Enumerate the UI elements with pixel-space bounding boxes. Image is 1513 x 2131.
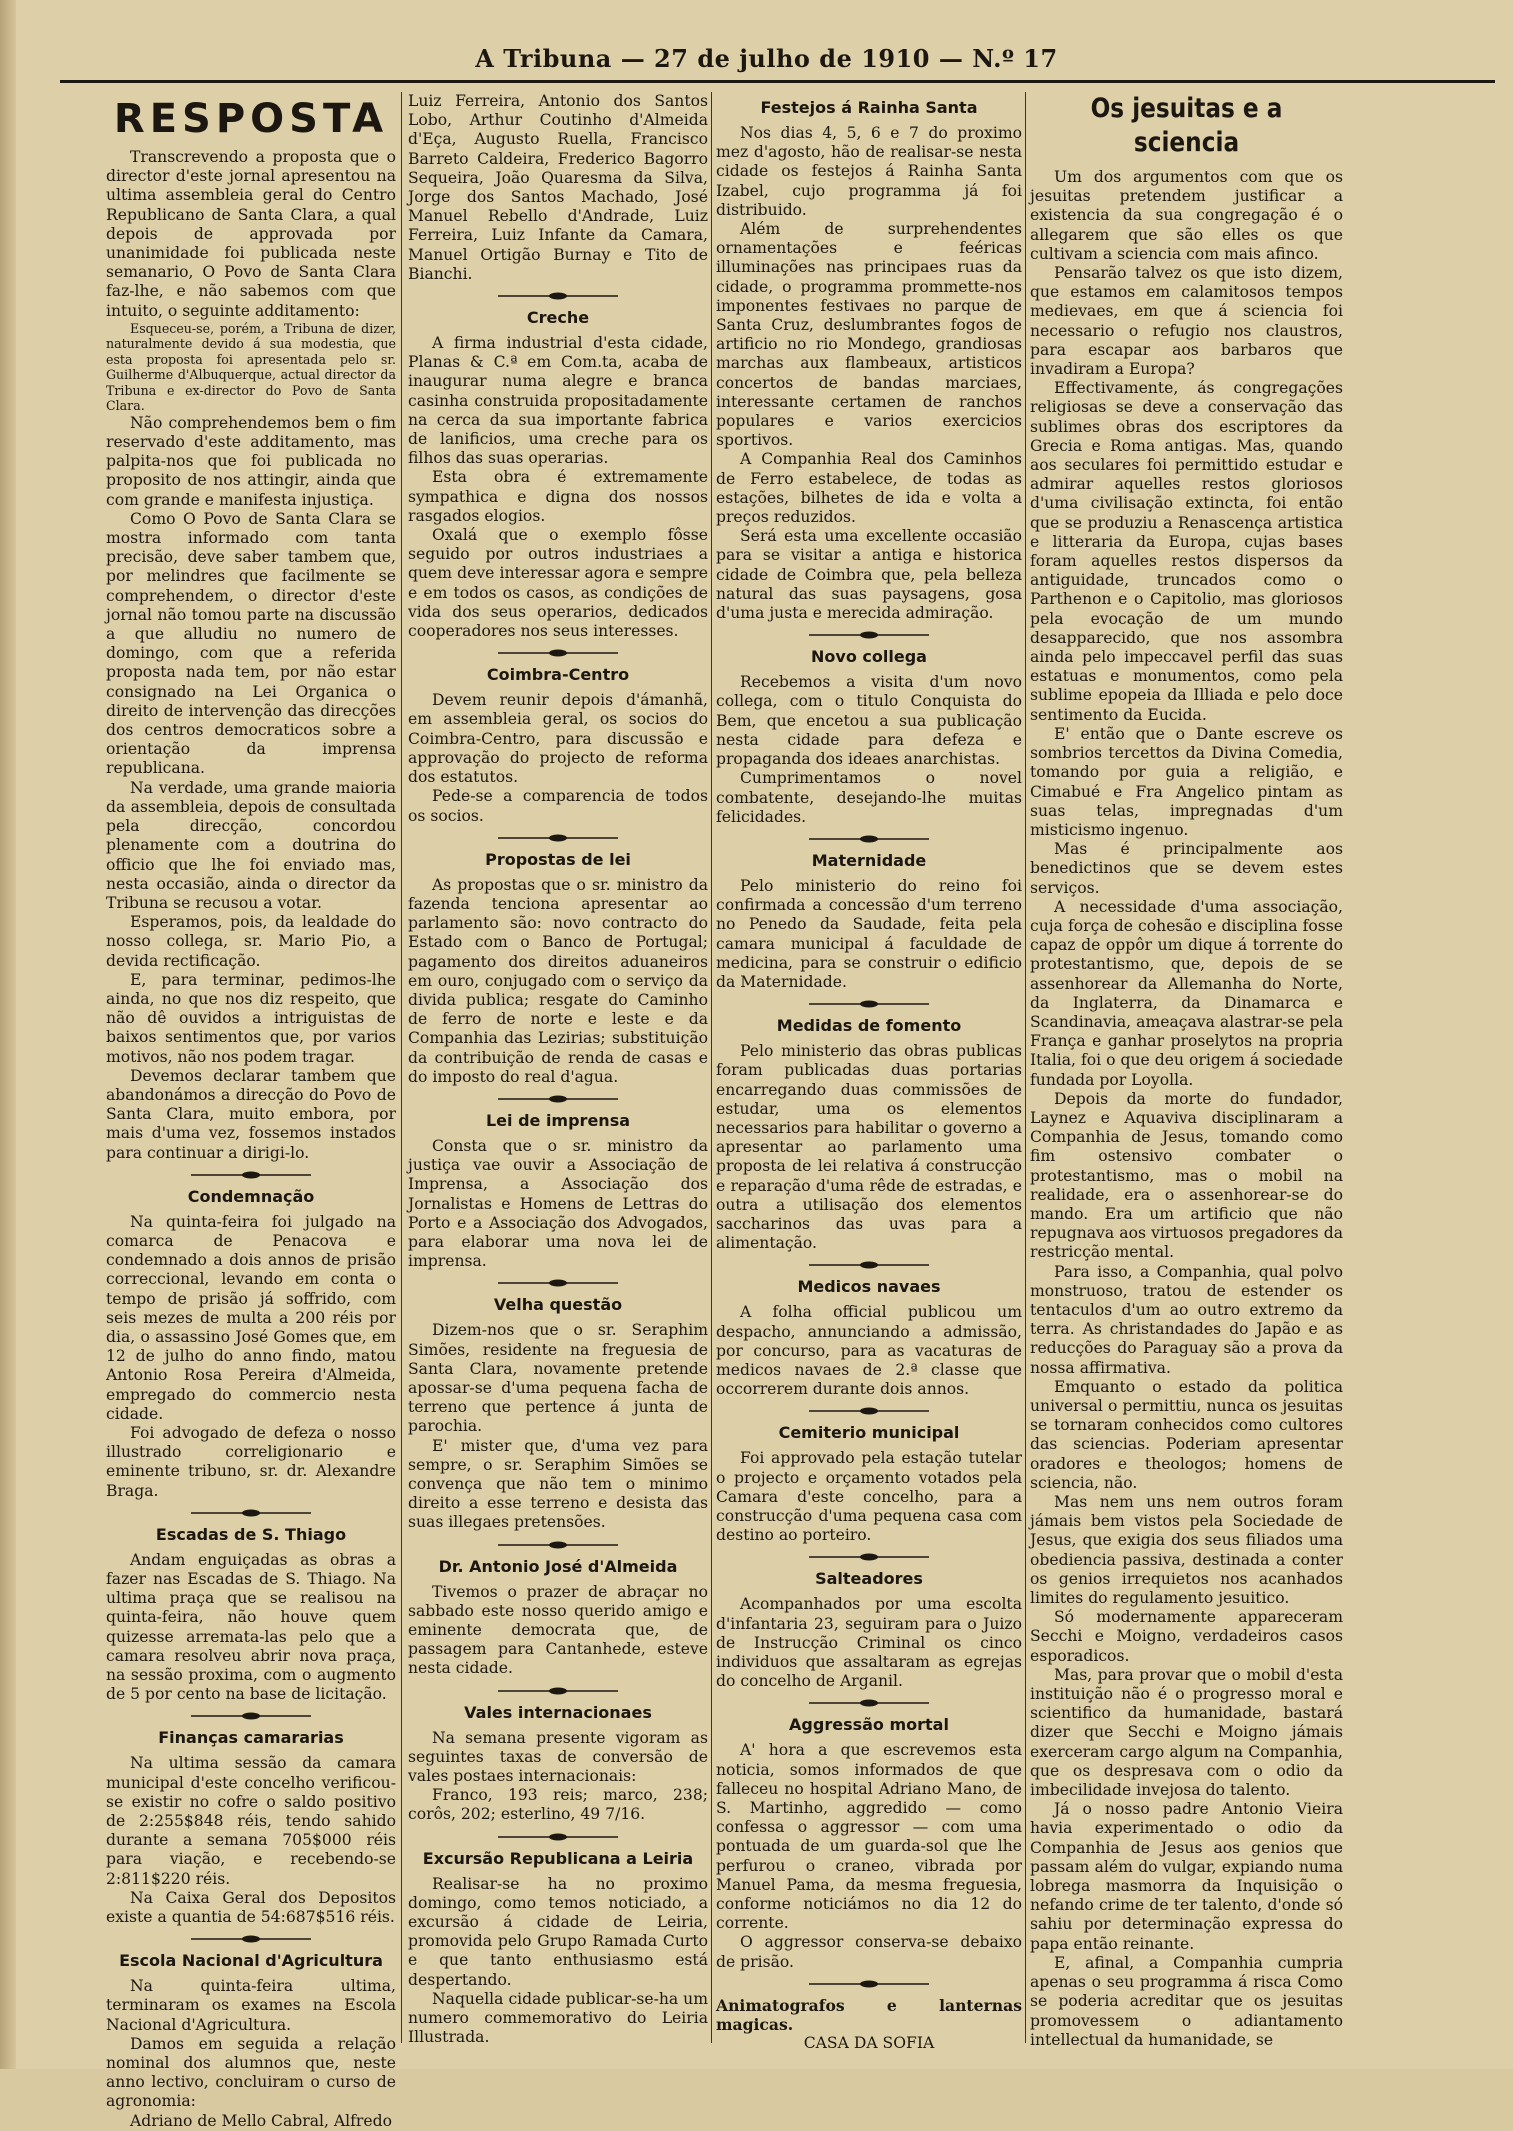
- section-ornament: [716, 999, 1022, 1009]
- section-ornament: [408, 291, 708, 301]
- article-paragraph: Pelo ministerio do reino foi confirmada a concessão d'um terreno no Penedo da Saudade, feita pela camara municipal á faculdade de medicina, para se construir o edificio da Maternidade.: [716, 876, 1022, 991]
- article-paragraph: Para isso, a Companhia, qual polvo monstruoso, tratou de estender os tentaculos d'um ao outro extremo da terra. As christandades do Japão e as reducções do Paraguay são a prova da nossa affirmativa.: [1030, 1262, 1343, 1377]
- article-paragraph: Realisar-se ha no proximo domingo, como temos noticiado, a excursão á cidade de Leiria, promovida pelo Grupo Ramada Curto e que tanto enthusiasmo está despertando.: [408, 1874, 708, 1989]
- advert-line: Animatografos e lanternas magicas.: [716, 1995, 1022, 2035]
- article-paragraph: Naquella cidade publicar-se-ha um numero commemorativo do Leiria Illustrada.: [408, 1989, 708, 2047]
- section-ornament: [106, 1170, 396, 1180]
- excursao-title: Excursão Republicana a Leiria: [422, 1848, 694, 1868]
- section-ornament: [716, 1406, 1022, 1416]
- article-paragraph: Pede-se a comparencia de todos os socios.: [408, 787, 708, 825]
- section-ornament: [716, 1979, 1022, 1989]
- velha-questao-title: Velha questão: [493, 1295, 623, 1315]
- article-paragraph: Mas é principalmente aos benedictinos que se devem estes serviços.: [1030, 840, 1343, 897]
- escadas-title: Escadas de S. Thiago: [155, 1524, 347, 1544]
- aggressao-title: Aggressão mortal: [789, 1715, 949, 1735]
- article-paragraph: As propostas que o sr. ministro da fazenda tenciona apresentar ao parlamento são: novo contracto do Estado com o Banco de Portugal; pagamento dos direitos aduaneiros em ouro, conjugado com o serviço da divida publica; resgate do Caminho de ferro de norte e leste e da Companhia das Lezirias; substituição da contribuição de renda de casas e do imposto do real d'agua.: [408, 875, 708, 1086]
- column-rule: [711, 92, 712, 2043]
- article-paragraph: Foi advogado de defeza o nosso illustrado correligionario e eminente tribuno, sr. dr. Alexandre Braga.: [106, 1423, 396, 1500]
- article-paragraph: Na verdade, uma grande maioria da assembleia, depois de consultada pela direcção, concordou plenamente com a doutrina do officio que lhe foi enviado mas, nesta occasião, ainda o director da Tribuna se recusou a votar.: [106, 778, 396, 912]
- article-paragraph: Dizem-nos que o sr. Seraphim Simões, residente na freguesia de Santa Clara, novamente pretende apossar-se d'uma pequena facha de terreno que pertence á junta de parochia.: [408, 1321, 708, 1436]
- festejos-title: Festejos á Rainha Santa: [760, 98, 978, 117]
- article-paragraph: Não comprehendemos bem o fim reservado d'este additamento, mas palpita-nos que foi publicada no proposito de nos attingir, ainda que com grande e manifesta injustiça.: [106, 413, 396, 509]
- almeida-title: Dr. Antonio José d'Almeida: [438, 1556, 678, 1576]
- section-ornament: [408, 833, 708, 843]
- article-paragraph: A Companhia Real dos Caminhos de Ferro estabelece, de todas as estações, bilhetes de ida e volta a preços reduzidos.: [716, 450, 1022, 527]
- fomento-title: Medidas de fomento: [776, 1016, 962, 1036]
- section-ornament: [106, 1711, 396, 1721]
- article-paragraph: E' então que o Dante escreve os sombrios tercettos da Divina Comedia, tomando por guia a religião, e Cimabué e Fra Angelico pintam as suas telas, impregnadas d'um misticismo ingenuo.: [1030, 724, 1343, 839]
- column-rule: [401, 92, 402, 2043]
- column-rule: [1025, 92, 1026, 2043]
- article-paragraph: Depois da morte do fundador, Laynez e Aquaviva disciplinaram a Companhia de Jesus, tomando como fim ostensivo combater o protestantismo, mas o mobil na realidade, era o assenhorear-se do mando. Era um artificio que não repugnava aos virtuosos pregadores da restricção mental.: [1030, 1089, 1343, 1262]
- article-paragraph: Transcrevendo a proposta que o director d'este jornal apresentou na ultima assembleia geral do Centro Republicano de Santa Clara, a qual depois de approvada por unanimidade foi publicada neste semanario, O Povo de Santa Clara faz-lhe, e não sabemos com que intuito, o seguinte additamento:: [106, 148, 396, 320]
- collega-title: Novo collega: [811, 647, 927, 667]
- article-paragraph: A folha official publicou um despacho, annunciando a admissão, por concurso, para as vacaturas de medicos navaes de 2.ª classe que occorrerem durante dois annos.: [716, 1303, 1022, 1399]
- article-paragraph: Tivemos o prazer de abraçar no sabbado este nosso querido amigo e eminente democrata que, de passagem para Cantanhede, esteve nesta cidade.: [408, 1582, 708, 1678]
- section-ornament: [408, 1278, 708, 1288]
- article-paragraph: Só modernamente appareceram Secchi e Moigno, verdadeiros casos esporadicos.: [1030, 1608, 1343, 1665]
- article-paragraph: Será esta uma excellente occasião para se visitar a antiga e historica cidade de Coimbra que, pela belleza natural das suas paysagens, gosa d'uma justa e merecida admiração.: [716, 527, 1022, 623]
- salteadores-title: Salteadores: [815, 1569, 923, 1589]
- masthead-rule: [60, 80, 1495, 83]
- article-paragraph: Recebemos a visita d'um novo collega, com o titulo Conquista do Bem, que encetou a sua publicação nesta cidade para defeza e propaganda dos ideaes anarchistas.: [716, 673, 1022, 769]
- article-paragraph: Devem reunir depois d'ámanhã, em assembleia geral, os socios do Coimbra-Centro, para discussão e approvação do projecto de reforma dos estatutos.: [408, 691, 708, 787]
- article-paragraph: A firma industrial d'esta cidade, Planas & C.ª em Com.ta, acaba de inaugurar numa alegre e branca casinha construida propositadamente na cerca da sua importante fabrica de lanificios, uma creche para os filhos das suas operarias.: [408, 334, 708, 468]
- article-paragraph: Pensarão talvez os que isto dizem, que estamos em calamitosos tempos medievaes, em que á sciencia foi necessario o refugio nos claustros, para escapar aos barbaros que invadiram a Europa?: [1030, 264, 1343, 379]
- section-ornament: [716, 1552, 1022, 1562]
- article-paragraph: Andam enguiçadas as obras a fazer nas Escadas de S. Thiago. Na ultima praça que se realisou na quinta-feira, não houve quem quizesse arremata-las pelo que a camara resolveu abrir nova praça, na sessão proxima, com o augmento de 5 por cento na base de licitação.: [106, 1550, 396, 1704]
- article-paragraph: Foi approvado pela estação tutelar o projecto e orçamento votados pela Camara d'este concelho, para a construcção d'uma pequena casa com destino ao porteiro.: [716, 1449, 1022, 1545]
- financas-title: Finanças camararias: [158, 1728, 344, 1748]
- article-paragraph: Cumprimentamos o novel combatente, desejando-lhe muitas felicidades.: [716, 769, 1022, 826]
- resposta-title: RESPOSTA: [113, 96, 389, 142]
- propostas-title: Propostas de lei: [485, 849, 631, 869]
- article-paragraph: Adriano de Mello Cabral, Alfredo: [130, 2111, 392, 2130]
- article-paragraph: Pelo ministerio das obras publicas foram publicadas duas portarias encarregando duas commissões de estudar, uma os elementos necessarios para habilitar o governo a apresentar ao parlamento uma proposta de lei relativa á construcção e reparação d'uma rêde de estradas, e outra a utilisação dos elementos saccharinos das uvas para a alimentação.: [716, 1042, 1022, 1253]
- lei-imprensa-title: Lei de imprensa: [485, 1110, 631, 1130]
- section-ornament: [408, 1540, 708, 1550]
- article-paragraph: Acompanhados por uma escolta d'infantaria 23, seguiram para o Juizo de Instrucção Criminal os cinco individuos que assaltaram as egrejas do concelho de Arganil.: [716, 1595, 1022, 1691]
- vales-title: Vales internacionaes: [464, 1702, 652, 1722]
- article-paragraph: E' mister que, d'uma vez para sempre, o sr. Seraphim Simões se convença que não tem o minimo direito a esse terreno e desista das suas illegaes pretensões.: [408, 1436, 708, 1532]
- article-quote: Esqueceu-se, porém, a Tribuna de dizer, naturalmente devido á sua modestia, que esta proposta foi apresentada pelo sr. Guilherme d'Albuquerque, actual director da Tribuna e ex-director do Povo de Santa Clara.: [106, 320, 396, 414]
- jesuitas-title: Os jesuitas e a sciencia: [1090, 93, 1283, 158]
- article-paragraph: Oxalá que o exemplo fôsse seguido por outros industriaes a quem deve interessar agora e sempre e em todos os casos, as condições de vida dos seus operarios, dedicados cooperadores nos seus interesses.: [408, 526, 708, 641]
- article-paragraph: Um dos argumentos com que os jesuitas pretendem justificar a existencia da sua congregação é o allegarem que são elles os que cultivam a sciencia com mais afinco.: [1030, 168, 1343, 263]
- section-ornament: [716, 1260, 1022, 1270]
- section-ornament: [716, 1698, 1022, 1708]
- article-paragraph: Na ultima sessão da camara municipal d'este concelho verificou-se existir no cofre o saldo positivo de 2:255$848 réis, tendo sahido durante a semana 705$000 réis para viação, e recebendo-se 2:811$220 réis.: [106, 1754, 396, 1888]
- section-ornament: [106, 1508, 396, 1518]
- coimbra-title: Coimbra-Centro: [486, 665, 630, 685]
- article-paragraph: Na Caixa Geral dos Depositos existe a quantia de 54:687$516 réis.: [106, 1888, 396, 1927]
- article-paragraph: O aggressor conserva-se debaixo de prisão.: [716, 1933, 1022, 1971]
- article-paragraph: Franco, 193 reis; marco, 238; corôs, 202; esterlino, 49 7/16.: [408, 1786, 708, 1824]
- section-ornament: [408, 648, 708, 658]
- article-paragraph: Na quinta-feira foi julgado na comarca de Penacova e condemnado a dois annos de prisão correccional, levando em conta o tempo de prisão já soffrido, com seis mezes de multa a 200 réis por dia, o assassino José Gomes que, em 12 de julho do anno findo, matou Antonio Rosa Pereira d'Almeida, empregado do commercio nesta cidade.: [106, 1212, 396, 1423]
- article-paragraph: Como O Povo de Santa Clara se mostra informado com tanta precisão, deve saber tambem que, por melindres que facilmente se comprehendem, o director d'este jornal não tomou parte na discussão a que alludiu no numero de domingo, com que a referida proposta nada tem, por não estar consignado na Lei Organica o direito de intervenção das direcções dos centros democraticos sobre a orientação da imprensa republicana.: [106, 509, 396, 778]
- section-ornament: [408, 1686, 708, 1696]
- cemiterio-title: Cemiterio municipal: [778, 1423, 960, 1443]
- article-paragraph: Emquanto o estado da politica universal o permittiu, nunca os jesuitas se tornaram conhecidos como cultores das sciencias. Poderiam apresentar oradores e theologos; homens de sciencia, não.: [1030, 1377, 1343, 1492]
- article-paragraph: E, afinal, a Companhia cumpria apenas o seu programma á risca Como se poderia acreditar que os jesuitas promovessem o adiantamento intellectual da humanidade, se: [1030, 1953, 1343, 2049]
- article-paragraph: Esperamos, pois, da lealdade do nosso collega, sr. Mario Pio, a devida rectificação.: [106, 913, 396, 970]
- article-paragraph: Na semana presente vigoram as seguintes taxas de conversão de vales postaes internacionais:: [408, 1728, 708, 1786]
- column-2: [408, 92, 708, 2047]
- article-paragraph: Effectivamente, ás congregações religiosas se deve a conservação das sublimes obras dos escriptores da Grecia e Roma antigas. Mas, quando aos seculares foi permittido estudar e admirar aquelles restos gloriosos d'uma civilisação extincta, foi então que se produziu a Renascença artistica e litteraria da Europa, cujas bases foram aquelles restos dispersos da antiguidade, truncados como o Parthenon e o Capitolio, mas gloriosos pela evocação de um mundo desapparecido, que nos assombra ainda pelo impeccavel perfil das suas estatuas e monumentos, como pela sublime epopeia da Illiada e pelo doce sentimento da Eucida.: [1030, 379, 1343, 724]
- article-paragraph: Mas, para provar que o mobil d'esta instituição não é o progresso moral e scientifico da humanidade, bastará dizer que Secchi e Moigno jámais exerceram cargo algum na Companhia, que os despresava com o odio da imbecilidade invejosa do talento.: [1030, 1665, 1343, 1800]
- article-paragraph: E, para terminar, pedimos-lhe ainda, no que nos diz respeito, que não dê ouvidos a intriguistas de baixos sentimentos que, por varios motivos, não nos podem tragar.: [106, 970, 396, 1066]
- article-paragraph: A necessidade d'uma associação, cuja força de cohesão e disciplina fosse capaz de oppôr um dique á torrente do protestantismo, que, depois de se assenhorear da Allemanha do Norte, da Inglaterra, da Dinamarca e Scandinavia, ameaçava alastrar-se pela França e ganhar proselytos na propria Italia, foi o que deu origem á sociedade fundada por Loyolla.: [1030, 897, 1343, 1089]
- article-paragraph: Damos em seguida a relação nominal dos alumnos que, neste anno lectivo, concluiram o curso de agronomia:: [106, 2034, 396, 2111]
- section-ornament: [716, 630, 1022, 640]
- section-ornament: [716, 834, 1022, 844]
- article-paragraph: Na quinta-feira ultima, terminaram os exames na Escola Nacional d'Agricultura.: [106, 1977, 396, 2034]
- article-paragraph: Devemos declarar tambem que abandonámos a direcção do Povo de Santa Clara, muito embora, por mais d'uma vez, fossemos instados para continuar a dirigi-lo.: [106, 1066, 396, 1162]
- page-edge: [0, 0, 16, 2069]
- article-paragraph: Além de surprehendentes ornamentações e feéricas illuminações nas principaes ruas da cidade, o programma prommette-nos imponentes festivaes no parque de Santa Cruz, deslumbrantes fogos de artificio no rio Mondego, grandiosas marchas aux flambeaux, artisticos concertos de bandas marciaes, interessante certamen de ranchos populares e varios exercicios sportivos.: [716, 220, 1022, 450]
- creche-title: Creche: [526, 308, 590, 328]
- column-4: [1030, 92, 1343, 2049]
- section-ornament: [408, 1832, 708, 1842]
- column-1: [106, 92, 396, 2130]
- article-paragraph: Nos dias 4, 5, 6 e 7 do proximo mez d'agosto, hão de realisar-se nesta cidade os festejos á Rainha Santa Izabel, cujo programma já foi distribuido.: [716, 124, 1022, 219]
- masthead: A Tribuna — 27 de julho de 1910 — N.º 17: [475, 44, 1058, 73]
- escola-title: Escola Nacional d'Agricultura: [119, 1951, 383, 1971]
- section-ornament: [106, 1934, 396, 1944]
- article-paragraph: Luiz Ferreira, Antonio dos Santos Lobo, Arthur Coutinho d'Almeida d'Eça, Augusto Ruella, Francisco Barreto Caldeira, Frederico Bagorro Sequeira, João Quaresma da Silva, Jorge dos Santos Machado, José Manuel Rebello d'Andrade, Luiz Ferreira, Luiz Infante da Camara, Manuel Ortigão Burnay e Tito de Bianchi.: [408, 92, 708, 283]
- medicos-title: Medicos navaes: [797, 1277, 941, 1297]
- advert-casa: CASA DA SOFIA: [803, 2034, 935, 2053]
- condemnacao-title: Condemnação: [187, 1186, 315, 1206]
- article-paragraph: Esta obra é extremamente sympathica e digna dos nossos rasgados elogios.: [408, 468, 708, 525]
- article-paragraph: Consta que o sr. ministro da justiça vae ouvir a Associação de Imprensa, a Associação dos Jornalistas e Homens de Lettras do Porto e a Associação dos Advogados, para elaborar uma nova lei de imprensa.: [408, 1136, 708, 1271]
- maternidade-title: Maternidade: [811, 850, 927, 870]
- section-ornament: [408, 1094, 708, 1104]
- column-3: [716, 92, 1022, 2053]
- article-paragraph: Mas nem uns nem outros foram jámais bem vistos pela Sociedade de Jesus, que exigia dos seus filiados uma obediencia passiva, destinada a conter os genios irrequietos nos acanhados limites do regulamento jesuitico.: [1030, 1493, 1343, 1608]
- article-paragraph: Já o nosso padre Antonio Vieira havia experimentado o odio da Companhia de Jesus aos genios que passam além do vulgar, expiando numa lobrega masmorra da Inquisição o nefando crime de ter talento, d'onde só sahiu por determinação expressa do papa então reinante.: [1030, 1800, 1343, 1953]
- article-paragraph: A' hora a que escrevemos esta noticia, somos informados de que falleceu no hospital Adriano Mano, de S. Martinho, aggredido — como confessa o aggressor — com uma pontuada de um guarda-sol que lhe perfurou o craneo, vibrada por Manuel Pama, da mesma freguesia, conforme noticiámos no dia 12 do corrente.: [716, 1741, 1022, 1933]
